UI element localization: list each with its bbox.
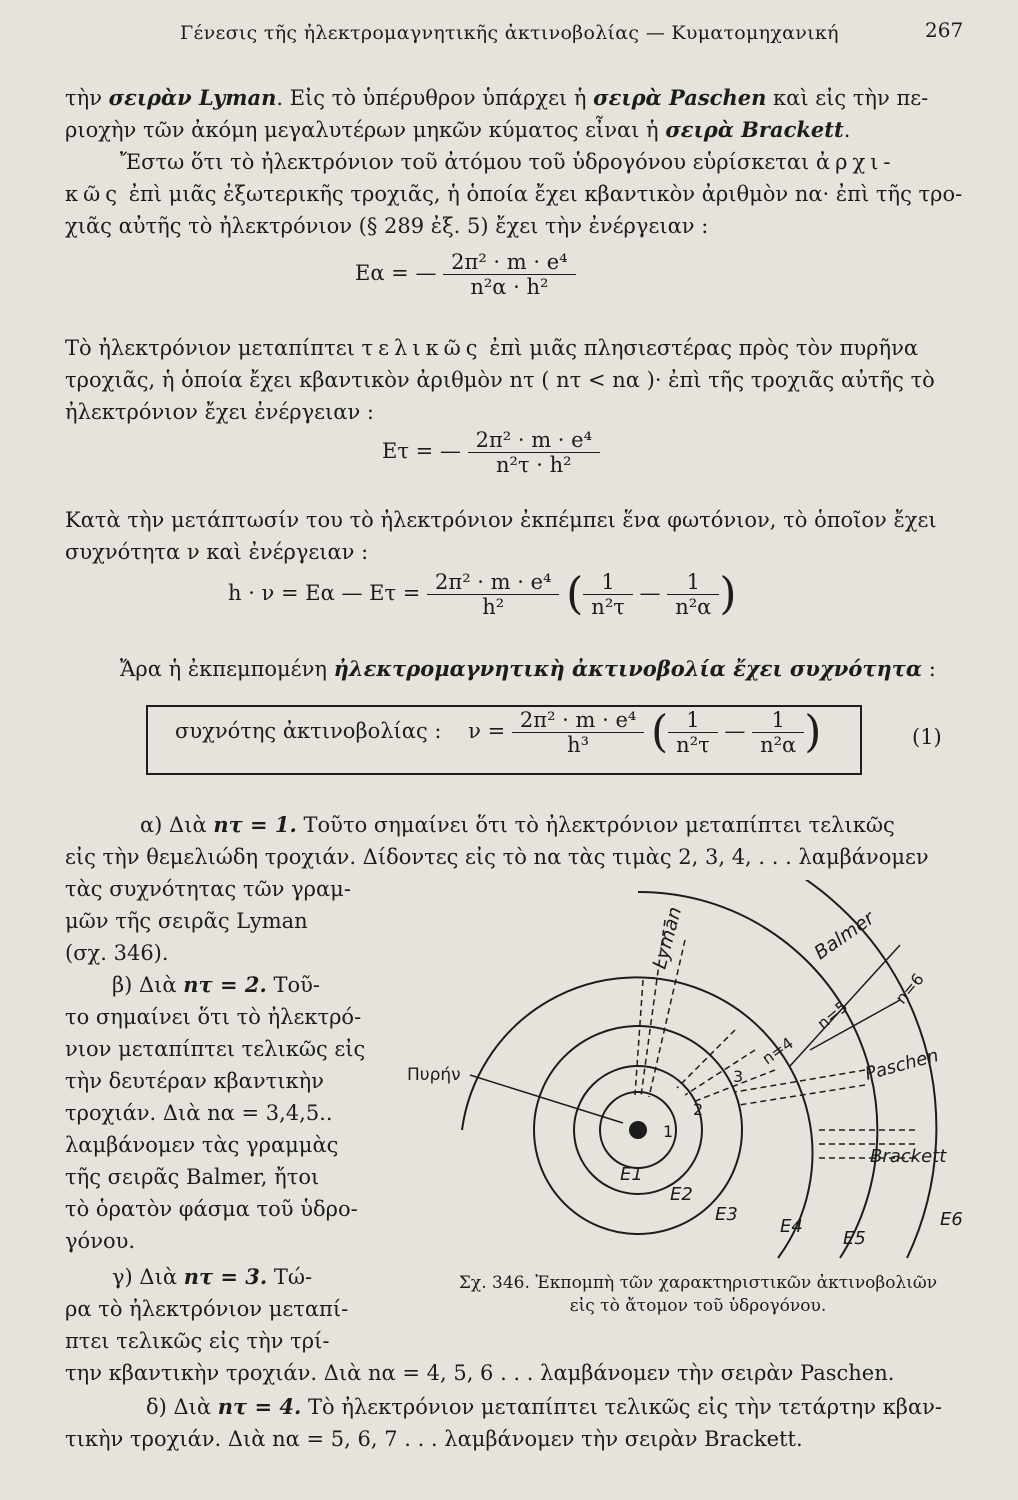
text-line: γ) Διὰ nτ = 3. Τώ-: [112, 1264, 313, 1289]
text-line: Ἔστω ὅτι τὸ ἠλεκτρόνιον τοῦ ἀτόμου τοῦ ὑδρογόνου εὑρίσκεται ἀρχι-: [120, 150, 896, 174]
text-line: εἰς τὴν θεμελιώδη τροχιάν. Δίδοντες εἰς τὸ nα τὰς τιμὰς 2, 3, 4, . . . λαμβάνομεν: [65, 845, 929, 869]
text-line: Τὸ ἠλεκτρόνιον μεταπίπτει τελικῶς ἐπὶ μιᾶς πλησιεστέρας πρὸς τὸν πυρῆνα: [65, 336, 919, 360]
text-line: τὰς συχνότητας τῶν γραμ-: [65, 877, 351, 901]
text-line: χιᾶς αὐτῆς τὸ ἠλεκτρόνιον (§ 289 ἐξ. 5) ἔχει τὴν ἐνέργειαν :: [65, 214, 709, 238]
text-line: τικὴν τροχιάν. Διὰ nα = 5, 6, 7 . . . λαμβάνομεν τὴν σειρὰν Brackett.: [65, 1427, 803, 1451]
text-line: τῆς σειρᾶς Balmer, ἤτοι: [65, 1165, 320, 1189]
text-line: το σημαίνει ὅτι τὸ ἠλεκτρό-: [65, 1005, 362, 1029]
energy-label: E3: [715, 1204, 738, 1225]
text-line: Ἄρα ἡ ἐκπεμπομένη ἠλεκτρομαγνητικὴ ἀκτινοβολία ἔχει συχνότητα :: [120, 656, 936, 681]
orbit-4: [462, 977, 812, 1258]
equation-hv: h · ν = Eα — Eτ = $\frac{\text{2π² · m · e⁴}}{\text{h²}}$ ( $\frac{1}{\text{n²τ}}$ — $\frac{1}{\text{n²α}}$ ): [228, 568, 737, 620]
series-label-paschen: Paschen: [862, 1045, 941, 1085]
orbit-number: n=4: [758, 1033, 797, 1069]
lyman-line: [635, 980, 643, 1095]
series-label-balmer: Balmer: [810, 907, 879, 965]
balmer-line: [685, 1050, 755, 1095]
equation-et: Eτ = — $\frac{\text{2π² · m · e⁴}}{\text{n²τ · h²}}$: [382, 428, 600, 477]
text-line: λαμβάνομεν τὰς γραμμὰς: [65, 1133, 339, 1157]
text-line: συχνότητα ν καὶ ἐνέργειαν :: [65, 540, 369, 564]
text-line: τὴν δευτέραν κβαντικὴν: [65, 1069, 324, 1093]
text-line: κῶς ἐπὶ μιᾶς ἐξωτερικῆς τροχιᾶς, ἡ ὁποία ἔχει κβαντικὸν ἀριθμὸν nα· ἐπὶ τῆς τρο-: [65, 182, 963, 206]
text-line: (σχ. 346).: [65, 941, 169, 965]
paschen-line: [739, 1085, 865, 1105]
orbit-number: n=5: [813, 996, 852, 1034]
running-header: Γένεσις τῆς ἠλεκτρομαγνητικῆς ἀκτινοβολίας — Κυματομηχανική: [180, 22, 839, 44]
orbit-number: 1: [663, 1122, 674, 1141]
nucleus: [629, 1121, 647, 1139]
energy-label: E1: [620, 1164, 643, 1185]
page-number: 267: [925, 18, 964, 42]
energy-label: E4: [780, 1216, 803, 1237]
equation-frequency: συχνότης ἀκτινοβολίας : ν = $\frac{\text{2π² · m · e⁴}}{\text{h³}}$ ( $\frac{1}{\text{n²τ}}$ — $\frac{1}{\text{n²α}}$ ): [175, 706, 822, 758]
hydrogen-atom-diagram: [395, 880, 975, 1270]
series-label-lyman: Lyman: [648, 904, 687, 972]
text-line: δ) Διὰ nτ = 4. Τὸ ἠλεκτρόνιον μεταπίπτει τελικῶς εἰς τὴν τετάρτην κβαν-: [146, 1394, 942, 1419]
text-line: β) Διὰ nτ = 2. Τοῦ-: [112, 972, 320, 997]
energy-label: E2: [670, 1184, 693, 1205]
text-line: α) Διὰ nτ = 1. Τοῦτο σημαίνει ὅτι τὸ ἠλεκτρόνιον μεταπίπτει τελικῶς: [140, 812, 895, 837]
series-label-brackett: Brackett: [870, 1146, 947, 1167]
text-line: πτει τελικῶς εἰς τὴν τρί-: [65, 1329, 330, 1353]
orbit-number: n=6: [891, 969, 928, 1008]
text-line: τὴν σειρὰν Lyman. Εἰς τὸ ὑπέρυθρον ὑπάρχει ἡ σειρὰ Paschen καὶ εἰς τὴν πε-: [65, 85, 929, 110]
text-line: νιον μεταπίπτει τελικῶς εἰς: [65, 1037, 366, 1061]
text-line: Κατὰ τὴν μετάπτωσίν του τὸ ἠλεκτρόνιον ἐκπέμπει ἕνα φωτόνιον, τὸ ὁποῖον ἔχει: [65, 508, 937, 532]
text-line: ρα τὸ ἠλεκτρόνιον μεταπί-: [65, 1297, 349, 1321]
text-line: την κβαντικὴν τροχιάν. Διὰ nα = 4, 5, 6 . . . λαμβάνομεν τὴν σειρὰν Paschen.: [65, 1361, 895, 1385]
energy-label: E5: [843, 1228, 866, 1249]
orbit-number: 2: [693, 1100, 704, 1119]
energy-label: E6: [940, 1209, 963, 1230]
orbit-number: 3: [733, 1067, 744, 1086]
equation-number: (1): [912, 725, 942, 749]
text-line: ἠλεκτρόνιον ἔχει ἐνέργειαν :: [65, 400, 374, 424]
equation-ea: Eα = — $\frac{\text{2π² · m · e⁴}}{\text{n²α · h²}}$: [355, 250, 576, 299]
text-line: τροχιάν. Διὰ nα = 3,4,5..: [65, 1101, 333, 1125]
text-line: γόνου.: [65, 1229, 136, 1253]
text-line: τὸ ὁρατὸν φάσμα τοῦ ὑδρο-: [65, 1197, 358, 1221]
text-line: τροχιᾶς, ἡ ὁποία ἔχει κβαντικὸν ἀριθμὸν nτ ( nτ < nα )· ἐπὶ τῆς τροχιᾶς αὐτῆς τὸ: [65, 368, 935, 392]
figure-caption: Σχ. 346. Ἐκπομπὴ τῶν χαρακτηριστικῶν ἀκτινοβολιῶν εἰς τὸ ἄτομον τοῦ ὑδρογόνου.: [458, 1273, 938, 1316]
text-line: ριοχὴν τῶν ἀκόμη μεγαλυτέρων μηκῶν κύματος εἶναι ἡ σειρὰ Brackett.: [65, 117, 851, 142]
nucleus-label: Πυρήν: [407, 1065, 461, 1085]
text-line: μῶν τῆς σειρᾶς Lyman: [65, 909, 308, 933]
